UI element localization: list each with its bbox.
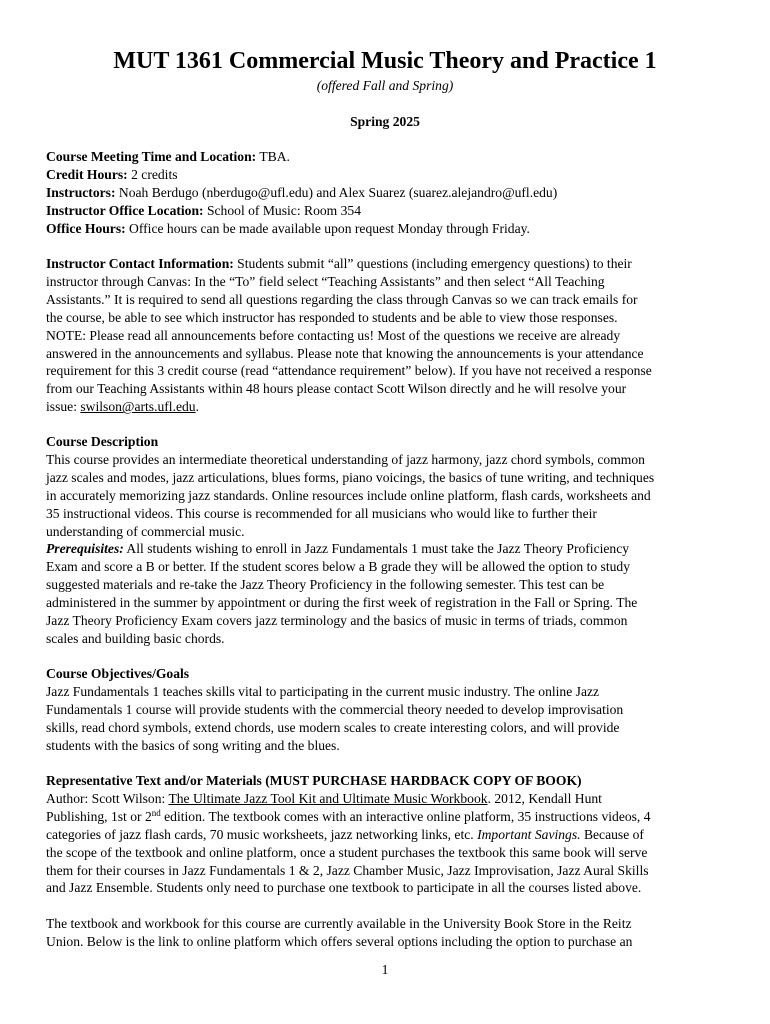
contact-line: [46, 255, 726, 273]
credit-value: 2 credits: [127, 166, 178, 182]
instructors-value: Noah Berdugo (nberdugo@ufl.edu) and Alex Suarez (suarez.alejandro@ufl.edu): [115, 184, 558, 200]
email-link[interactable]: swilson@arts.ufl.edu: [80, 399, 196, 415]
description-line: in accurately memorizing jazz standards. Online resources include online platform, flash cards, worksheets and: [46, 487, 651, 503]
page-number: 1: [381, 962, 389, 977]
materials-line: and Jazz Ensemble. Students only need to purchase one textbook to participate in all the courses listed above.: [46, 880, 642, 896]
contact-line: instructor through Canvas: In the “To” field select “Teaching Assistants” and then select “All Teaching: [46, 273, 605, 289]
contact-label: Instructor Contact Information:: [46, 256, 234, 271]
contact-line: from our Teaching Assistants within 48 hours please contact Scott Wilson directly and he will resolve your: [46, 381, 627, 397]
course-info: [46, 148, 726, 238]
prereq-line: administered in the summer by appointment or during the first week of registration in the Fall or Spring. The: [46, 595, 638, 611]
contact-line: the course, be able to see which instructor has responded to students and be able to view those responses.: [46, 309, 618, 325]
prereq-line: suggested materials and re-take the Jazz Theory Proficiency in the following semester. This test can be: [46, 577, 605, 593]
materials-line: [46, 826, 726, 844]
contact-text: issue:: [46, 399, 81, 415]
description-section: [46, 433, 726, 648]
materials-text: Publishing, 1st or 2: [46, 808, 152, 824]
book-title: The Ultimate Jazz Tool Kit and Ultimate Music Workbook: [168, 790, 488, 806]
description-line: jazz scales and modes, jazz articulations, blues forms, piano voicings, the basics of tune writing, and techniques: [46, 469, 655, 485]
course-term: Spring 2025: [350, 114, 420, 129]
materials-text: . 2012, Kendall Hunt: [487, 790, 602, 806]
objectives-line: Fundamentals 1 course will provide students with the commercial theory needed to develop improvisation: [46, 701, 624, 717]
prereq-text: All students wishing to enroll in Jazz Fundamentals 1 must take the Jazz Theory Proficiency: [123, 541, 630, 557]
prereq-line: [46, 540, 726, 558]
important-savings: Important Savings.: [477, 826, 581, 842]
meeting-line: [46, 148, 726, 166]
course-subtitle: (offered Fall and Spring): [316, 78, 454, 93]
contact-text: Students submit “all” questions (including emergency questions) to their: [233, 256, 632, 271]
materials-line: the scope of the textbook and online platform, once a student purchases the textbook this same book will serve: [46, 844, 648, 860]
meeting-value: TBA.: [256, 149, 290, 164]
bookstore-line: Union. Below is the link to online platform which offers several options including the option to purchase an: [46, 933, 633, 949]
description-heading: Course Description: [46, 434, 159, 449]
description-line: This course provides an intermediate theoretical understanding of jazz harmony, jazz chord symbols, common: [46, 451, 645, 467]
description-line: understanding of commercial music.: [46, 523, 245, 539]
materials-line: them for their courses in Jazz Fundamentals 1 & 2, Jazz Chamber Music, Jazz Improvisation, Jazz Aural Skills: [46, 862, 649, 878]
office-hours-label: Office Hours:: [46, 220, 126, 236]
description-line: 35 instructional videos. This course is recommended for all musicians who would like to further their: [46, 505, 597, 521]
materials-text: categories of jazz flash cards, 70 music worksheets, jazz networking links, etc.: [46, 826, 478, 842]
objectives-section: [46, 665, 726, 755]
contact-line: answered in the announcements and syllabus. Please note that knowing the announcements is your attendance: [46, 345, 644, 361]
materials-text: edition. The textbook comes with an interactive online platform, 35 instructions videos, 4: [160, 808, 651, 824]
meeting-label: Course Meeting Time and Location:: [46, 149, 257, 164]
materials-text: Author: Scott Wilson:: [46, 790, 169, 806]
objectives-line: skills, read chord symbols, extend chords, use modern scales to create interesting colors, and will provide: [46, 719, 620, 735]
materials-line: [46, 808, 726, 826]
contact-text: .: [195, 399, 199, 415]
contact-line: Assistants.” It is required to send all questions regarding the class through Canvas so we can track emails for: [46, 291, 638, 307]
instructors-label: Instructors:: [46, 184, 116, 200]
superscript: nd: [151, 807, 161, 818]
bookstore-line: The textbook and workbook for this course are currently available in the University Book Store in the Reitz: [46, 916, 632, 931]
materials-text: Because of: [580, 826, 644, 842]
objectives-heading: Course Objectives/Goals: [46, 666, 190, 681]
office-location-label: Instructor Office Location:: [46, 202, 204, 218]
materials-line: [46, 790, 726, 808]
objectives-line: Jazz Fundamentals 1 teaches skills vital to participating in the current music industry. The online Jazz: [46, 683, 600, 699]
office-hours-value: Office hours can be made available upon request Monday through Friday.: [125, 220, 530, 236]
prereq-label: Prerequisites:: [46, 541, 124, 557]
contact-line: NOTE: Please read all announcements before contacting us! Most of the questions we receive are already: [46, 327, 621, 343]
contact-line: [46, 398, 726, 416]
materials-section: [46, 772, 726, 897]
prereq-line: scales and building basic chords.: [46, 630, 225, 646]
contact-section: [46, 255, 726, 416]
prereq-line: Jazz Theory Proficiency Exam covers jazz terminology and the basics of music in terms of triads, common: [46, 613, 628, 629]
course-title: MUT 1361 Commercial Music Theory and Practice 1: [113, 48, 657, 74]
credit-line: [46, 166, 726, 184]
office-location-value: School of Music: Room 354: [203, 202, 362, 218]
instructors-line: [46, 184, 726, 202]
prereq-line: Exam and score a B or better. If the student scores below a B grade they will be allowed the option to study: [46, 559, 630, 575]
office-hours-line: [46, 220, 726, 238]
contact-line: requirement for this 3 credit course (read “attendance requirement” below). If you have not received a response: [46, 363, 652, 379]
credit-label: Credit Hours:: [46, 166, 128, 182]
bookstore-section: [46, 915, 726, 951]
materials-heading: Representative Text and/or Materials (MUST PURCHASE HARDBACK COPY OF BOOK): [46, 773, 582, 788]
objectives-line: students with the basics of song writing and the blues.: [46, 737, 340, 753]
office-location-line: [46, 202, 726, 220]
